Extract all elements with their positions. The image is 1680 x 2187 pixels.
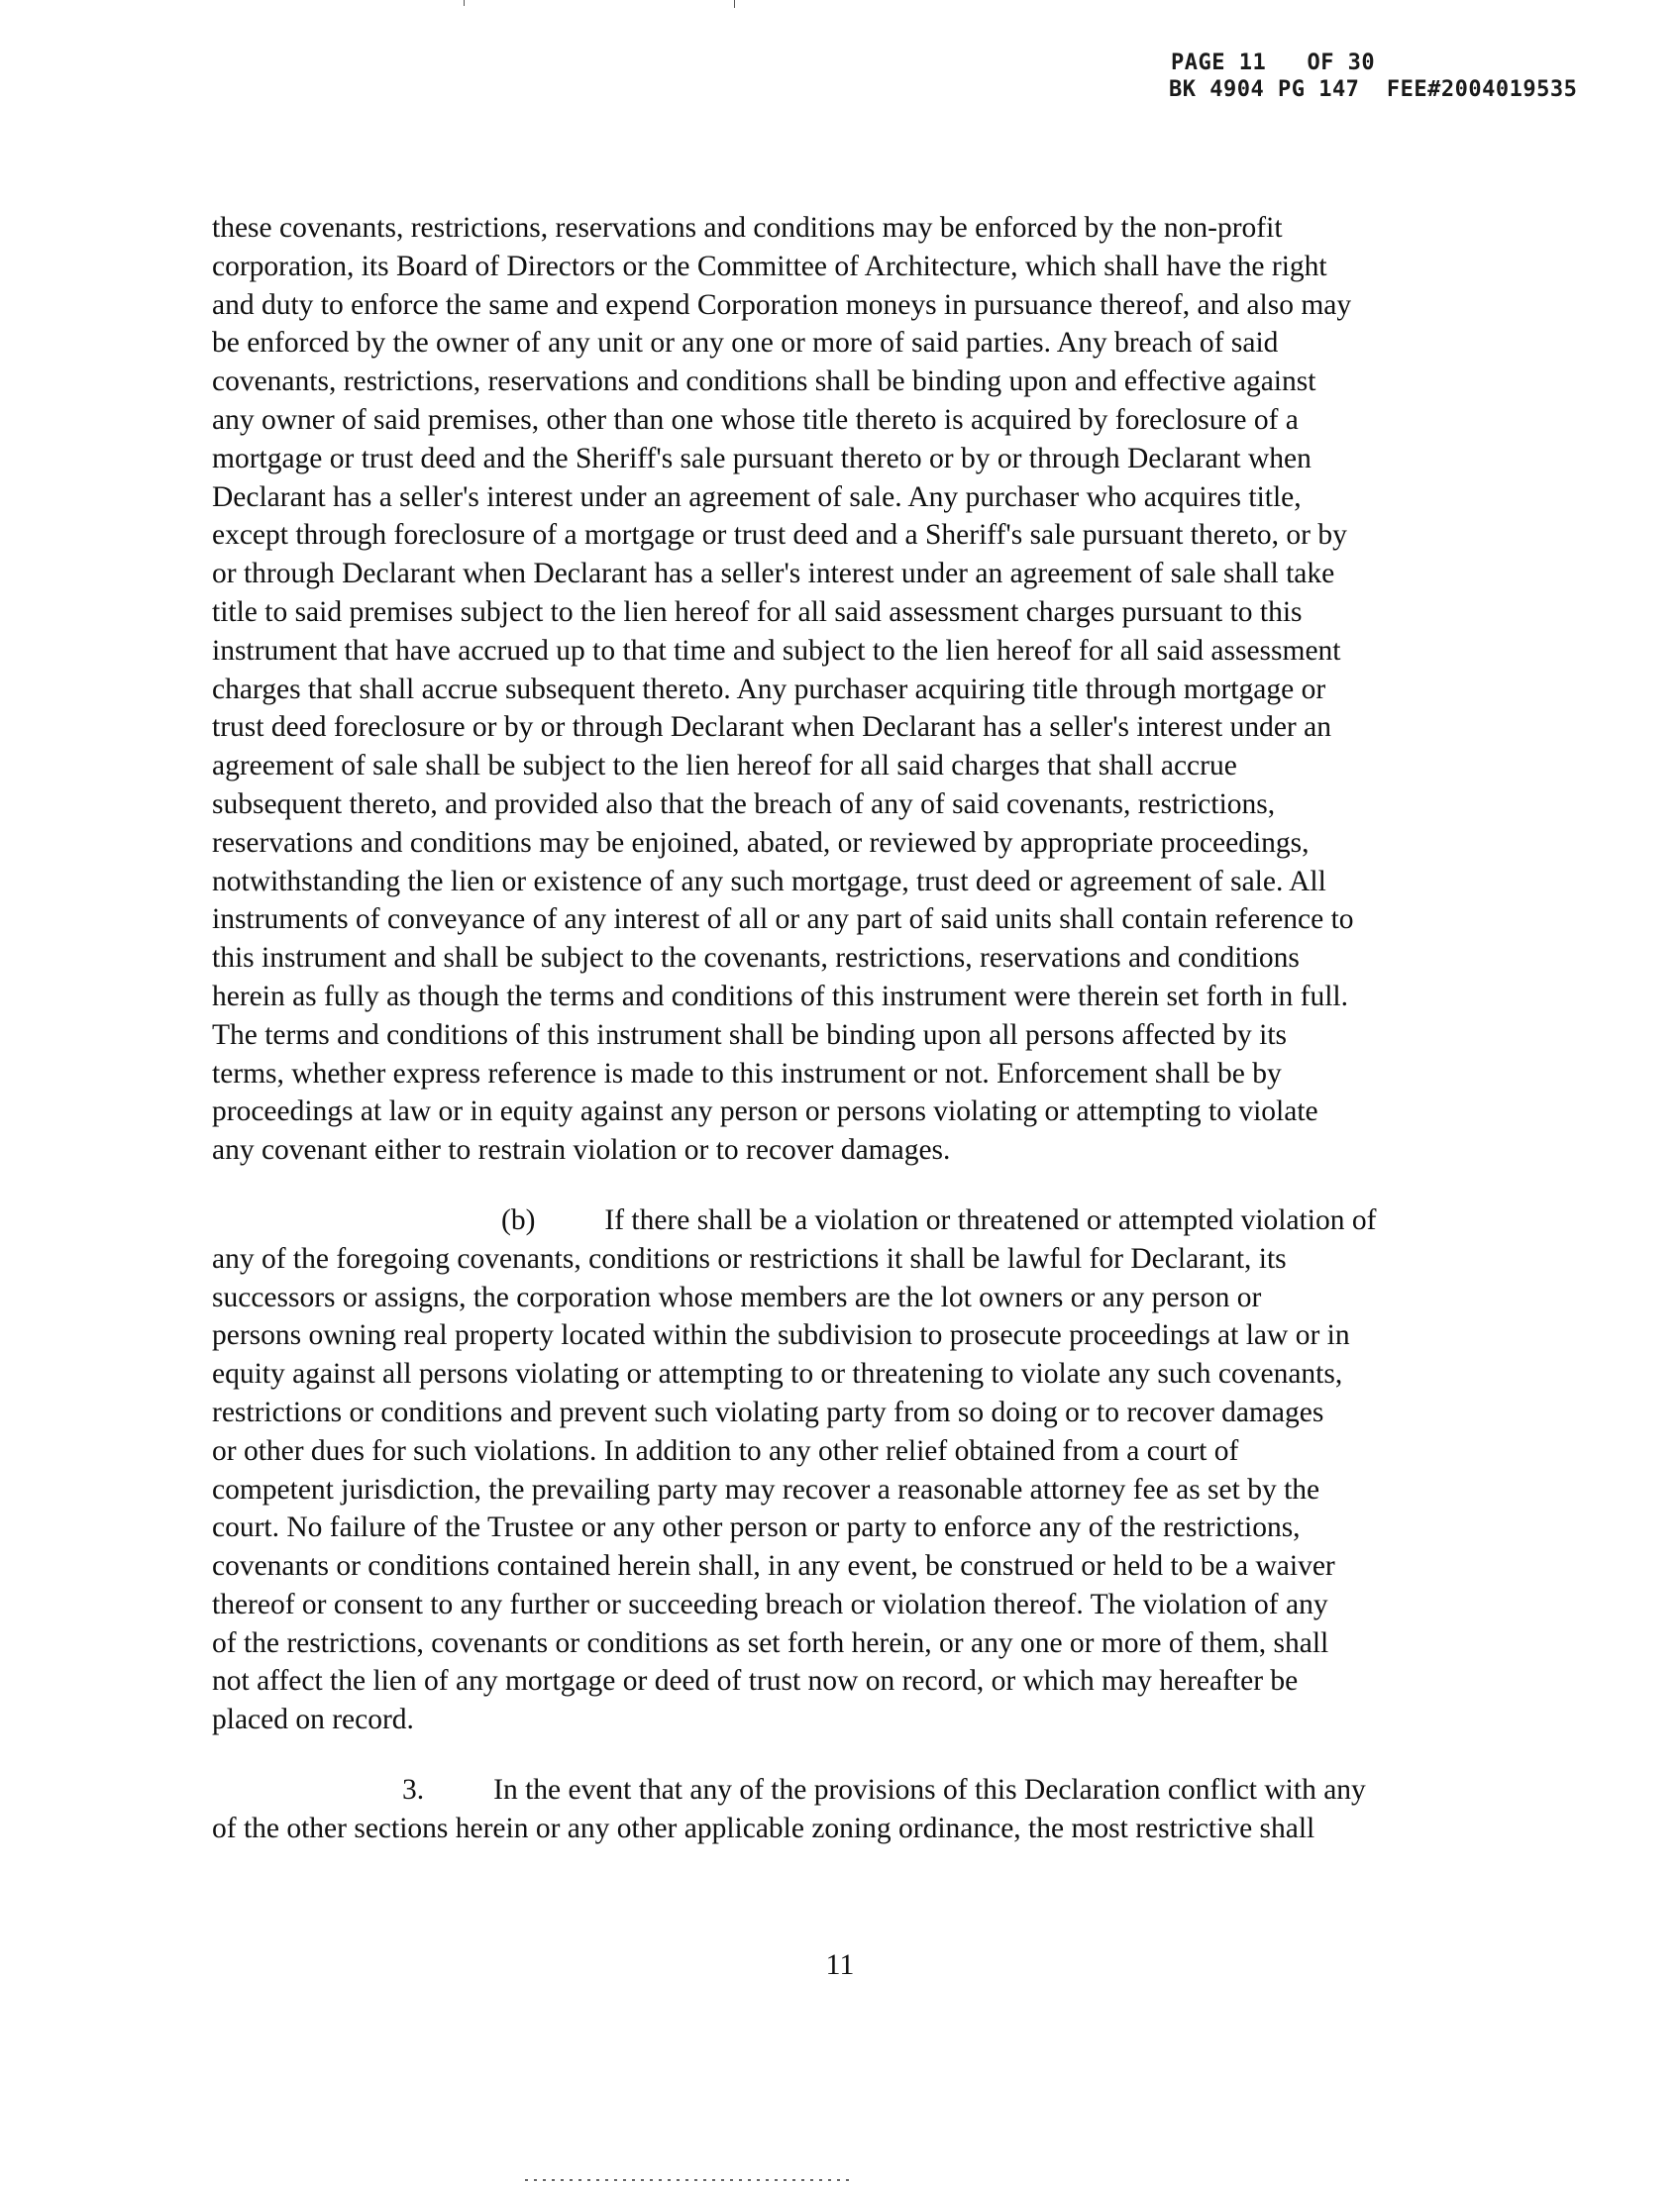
paragraph-3-conflict (212, 1771, 1510, 1848)
text-line: herein as fully as though the terms and conditions of this instrument were therein set forth in full. (212, 980, 1348, 1012)
paragraph-spacer (212, 1170, 1510, 1201)
text-line: covenants, restrictions, reservations and conditions shall be binding upon and effective against (212, 365, 1316, 398)
paragraph-b-violation (212, 1201, 1510, 1739)
text-line: not affect the lien of any mortgage or deed of trust now on record, or which may hereafter be (212, 1665, 1299, 1698)
text-line: of the restrictions, covenants or conditions as set forth herein, or any one or more of them, shall (212, 1626, 1329, 1659)
text-line: reservations and conditions may be enjoined, abated, or reviewed by appropriate proceedings, (212, 826, 1310, 859)
text-line: or through Declarant when Declarant has a seller's interest under an agreement of sale shall take (212, 558, 1335, 590)
text-line: Declarant has a seller's interest under an agreement of sale. Any purchaser who acquires title, (212, 480, 1302, 513)
text-line: terms, whether express reference is made to this instrument or not. Enforcement shall be by (212, 1057, 1282, 1090)
text-line: any of the foregoing covenants, conditions or restrictions it shall be lawful for Declarant, its (212, 1242, 1287, 1275)
text-line: court. No failure of the Trustee or any other person or party to enforce any of the restrictions, (212, 1511, 1301, 1544)
text-line: any covenant either to restrain violation or to recover damages. (212, 1134, 951, 1167)
text-line: or other dues for such violations. In addition to any other relief obtained from a court of (212, 1434, 1239, 1467)
text-line: persons owning real property located within the subdivision to prosecute proceedings at law or in (212, 1319, 1350, 1352)
text-line: notwithstanding the lien or existence of any such mortgage, trust deed or agreement of sale. All (212, 865, 1326, 897)
text-line: In the event that any of the provisions of this Declaration conflict with any (493, 1774, 1366, 1807)
text-line: If there shall be a violation or threatened or attempted violation of (604, 1203, 1377, 1236)
text-line: instrument that have accrued up to that time and subject to the lien hereof for all said assessment (212, 634, 1341, 667)
document-body (212, 209, 1510, 1848)
recording-stamp (1169, 50, 1577, 103)
scan-artifact-top-left (464, 0, 465, 6)
paragraph-enforcement (212, 209, 1510, 1170)
subsection-marker: (b) (501, 1203, 536, 1236)
text-line: corporation, its Board of Directors or the Committee of Architecture, which shall have the right (212, 250, 1327, 282)
scan-artifact-bottom (525, 2179, 852, 2181)
scan-artifact-top-right (734, 0, 735, 8)
text-line: except through foreclosure of a mortgage or trust deed and a Sheriff's sale pursuant thereto, or by (212, 519, 1347, 552)
text-line: and duty to enforce the same and expend Corporation moneys in pursuance thereof, and also may (212, 288, 1352, 321)
text-line: subsequent thereto, and provided also that the breach of any of said covenants, restrictions, (212, 787, 1276, 820)
text-line: equity against all persons violating or attempting to or threatening to violate any such covenants, (212, 1358, 1343, 1391)
text-line: this instrument and shall be subject to the covenants, restrictions, reservations and conditions (212, 942, 1300, 975)
text-line: competent jurisdiction, the prevailing party may recover a reasonable attorney fee as set by the (212, 1473, 1320, 1506)
text-line: restrictions or conditions and prevent such violating party from so doing or to recover damages (212, 1396, 1324, 1428)
text-line: be enforced by the owner of any unit or any one or more of said parties. Any breach of said (212, 327, 1279, 360)
text-line: The terms and conditions of this instrument shall be binding upon all persons affected by its (212, 1018, 1288, 1051)
text-line: thereof or consent to any further or succeeding breach or violation thereof. The violation of any (212, 1588, 1328, 1620)
text-line: mortgage or trust deed and the Sheriff's sale pursuant thereto or by or through Declarant when (212, 442, 1312, 474)
stamp-book-page-fee: BK 4904 PG 147 FEE#2004019535 (1169, 77, 1578, 102)
text-line: placed on record. (212, 1704, 414, 1736)
text-line: successors or assigns, the corporation whose members are the lot owners or any person or (212, 1281, 1262, 1313)
text-line-first (212, 1771, 1510, 1810)
text-line: trust deed foreclosure or by or through Declarant when Declarant has a seller's interest under an (212, 711, 1331, 744)
page-number: 11 (825, 1948, 855, 1981)
text-line: instruments of conveyance of any interest of all or any part of said units shall contain reference to (212, 903, 1354, 936)
text-line-first (212, 1201, 1510, 1240)
text-line: any owner of said premises, other than one whose title thereto is acquired by foreclosure of a (212, 403, 1299, 436)
text-line: covenants or conditions contained herein shall, in any event, be construed or held to be a waiver (212, 1550, 1335, 1583)
text-line: of the other sections herein or any other applicable zoning ordinance, the most restrictive shall (212, 1812, 1315, 1844)
paragraph-spacer (212, 1739, 1510, 1771)
stamp-page-count: PAGE 11 OF 30 (1171, 51, 1376, 75)
section-marker: 3. (402, 1774, 425, 1807)
text-line: proceedings at law or in equity against any person or persons violating or attempting to violate (212, 1095, 1318, 1128)
text-line: title to said premises subject to the lien hereof for all said assessment charges pursuant to this (212, 595, 1303, 628)
text-line: agreement of sale shall be subject to the lien hereof for all said charges that shall accrue (212, 750, 1237, 782)
text-line: charges that shall accrue subsequent thereto. Any purchaser acquiring title through mortgage or (212, 673, 1326, 705)
text-line: these covenants, restrictions, reservations and conditions may be enforced by the non-profit (212, 212, 1283, 244)
